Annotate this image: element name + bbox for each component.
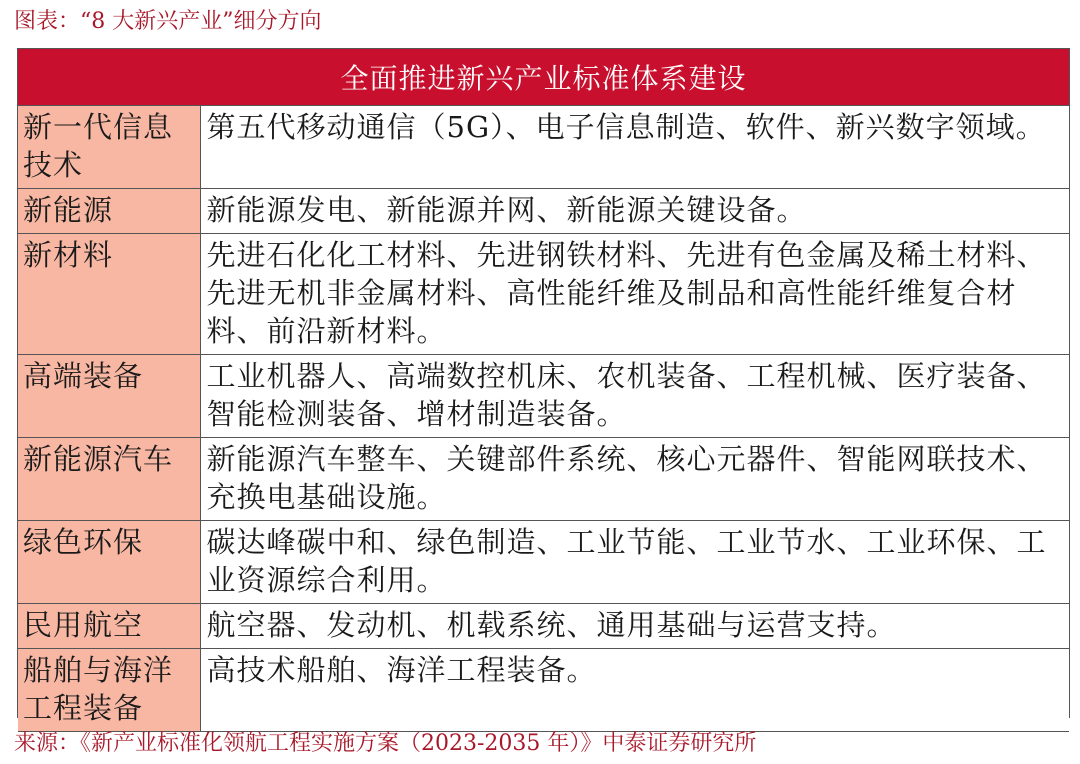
figure-caption: 图表：“8 大新兴产业”细分方向: [14, 9, 322, 34]
row-category-new-materials: 新材料: [18, 234, 200, 355]
row-category-high-end-equipment: 高端装备: [18, 355, 200, 438]
row-category-marine: 船舶与海洋工程装备: [18, 649, 200, 732]
table-row: [18, 234, 1069, 355]
table-row: [18, 355, 1069, 438]
row-detail-aviation: 航空器、发动机、机载系统、通用基础与运营支持。: [200, 604, 1069, 649]
row-category-new-energy: 新能源: [18, 189, 200, 234]
row-detail-high-end-equipment: 工业机器人、高端数控机床、农机装备、工程机械、医疗装备、智能检测装备、增材制造装备。: [200, 355, 1069, 438]
table-row: [18, 604, 1069, 649]
row-category-it: 新一代信息技术: [18, 106, 200, 189]
industry-table: [17, 48, 1070, 725]
table-row: [18, 106, 1069, 189]
table-header: 全面推进新兴产业标准体系建设: [18, 49, 1069, 106]
row-category-green: 绿色环保: [18, 521, 200, 604]
source-note: 来源：《新产业标准化领航工程实施方案（2023-2035 年）》中泰证券研究所: [14, 731, 757, 756]
row-category-nev: 新能源汽车: [18, 438, 200, 521]
table-row: [18, 438, 1069, 521]
row-detail-it: 第五代移动通信（5G）、电子信息制造、软件、新兴数字领域。: [200, 106, 1069, 189]
table-row: [18, 189, 1069, 234]
table-row: [18, 649, 1069, 732]
row-detail-nev: 新能源汽车整车、关键部件系统、核心元器件、智能网联技术、充换电基础设施。: [200, 438, 1069, 521]
industry-table-grid: [18, 49, 1069, 732]
row-detail-new-materials: 先进石化化工材料、先进钢铁材料、先进有色金属及稀土材料、先进无机非金属材料、高性能纤维及制品和高性能纤维复合材料、前沿新材料。: [200, 234, 1069, 355]
row-detail-new-energy: 新能源发电、新能源并网、新能源关键设备。: [200, 189, 1069, 234]
table-row: [18, 521, 1069, 604]
row-detail-green: 碳达峰碳中和、绿色制造、工业节能、工业节水、工业环保、工业资源综合利用。: [200, 521, 1069, 604]
row-category-aviation: 民用航空: [18, 604, 200, 649]
row-detail-marine: 高技术船舶、海洋工程装备。: [200, 649, 1069, 732]
table-header-row: [18, 49, 1069, 106]
